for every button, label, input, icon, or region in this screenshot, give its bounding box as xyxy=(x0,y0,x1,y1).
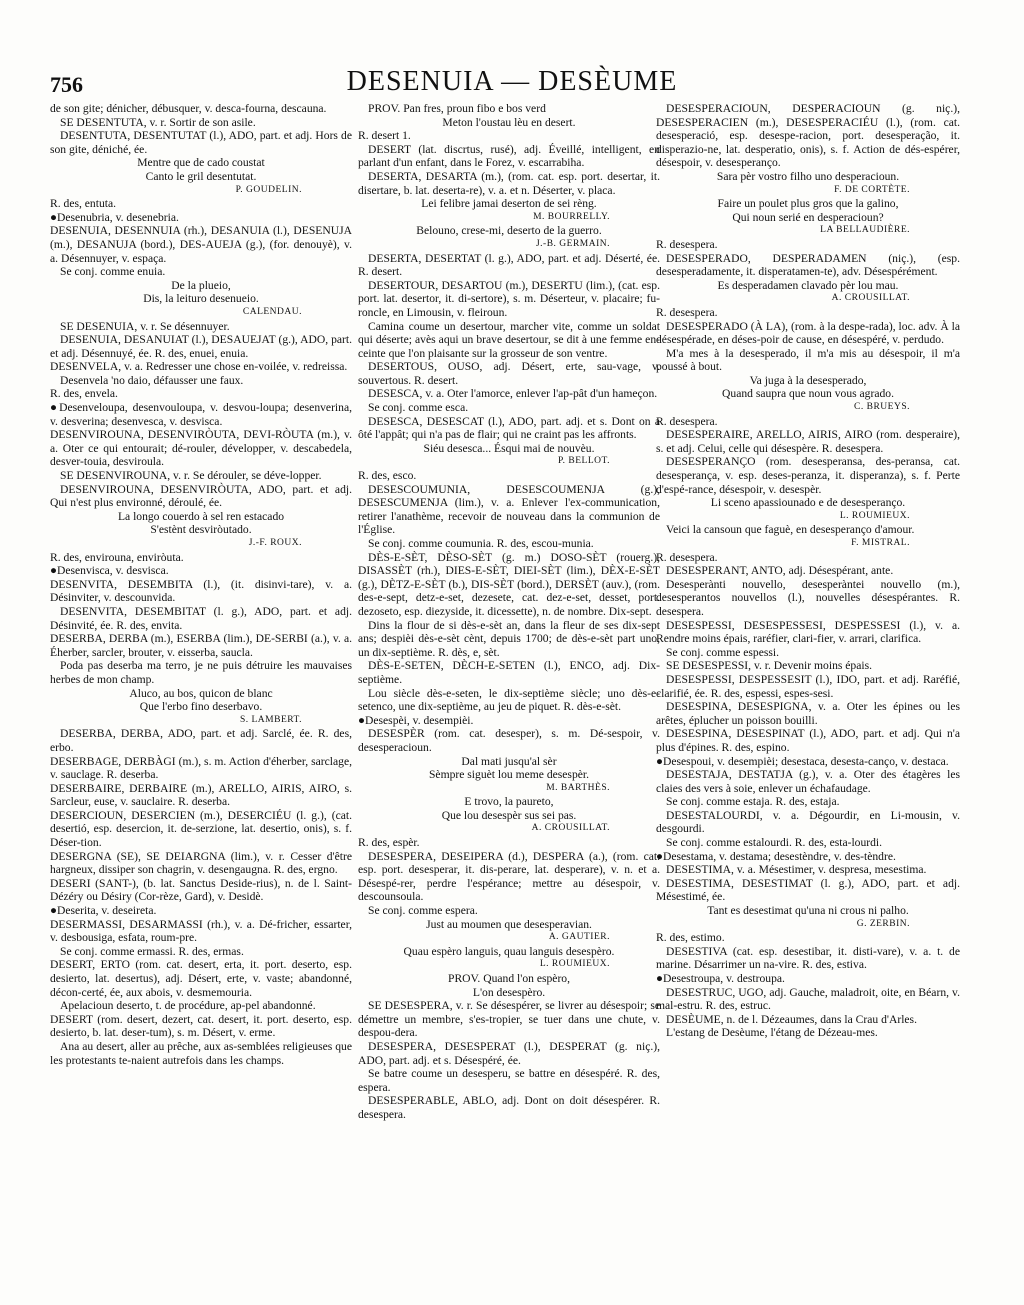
text-line: DESENUIA, DESENNUIA (rh.), DESANUIA (l.), DESENUJA (m.), DESANUJA (bord.), DES-AUEJA (g.), (for. denouyè), v. a. Désennuyer, v. espaça. xyxy=(50,224,352,265)
text-line: Se conj. comme estaja. R. des, estaja. xyxy=(666,795,840,809)
text-line: DESENTUTA, DESENTUTAT (l.), ADO, part. et adj. Hors de son gite, déniché, ée. xyxy=(50,129,352,156)
text-line: Es desperadamen clavado pèr lou mau. xyxy=(717,278,899,292)
text-line: DESESPERACIOUN, DESPERACIOUN (g. niç.), DESESPERACIEN (m.), DESESPERACIÉU (l.), (rom. cat. desesperació, esp. desespe-racion, port. desesperação, it. disperazio-ne, lat. desperatio, onis), s. f. Action de dés-espérer, désespoir, v. desesperanço. xyxy=(656,102,960,170)
text-line: R. desespera. xyxy=(656,414,718,428)
text-line: Apelacioun deserto, t. de procédure, ap-pel abandonné. xyxy=(60,999,316,1013)
text-line: Belouno, crese-mi, deserto de la guerro. xyxy=(416,224,602,238)
text-line: L. ROUMIEUX. xyxy=(839,510,910,521)
text-line: Qui noun serié en desperacioun? xyxy=(732,210,884,224)
text-line: M'a mes à la desesperado, il m'a mis au désespoir, il m'a poussé à bout. xyxy=(656,346,960,374)
text-line: DESERTOUS, OUSO, adj. Désert, erte, sau-vage, v. souvertous. R. desert. xyxy=(358,360,660,387)
text-line: Faire un poulet plus gros que la galino, xyxy=(717,197,899,211)
text-line: DESESPERA, DESESPERAT (l.), DESPERAT (g. niç.), ADO, part. adj. et s. Désespéré, ée. xyxy=(358,1039,660,1067)
text-line: SE DESENVIROUNA, v. r. Se dérouler, se déve-lopper. xyxy=(60,469,322,483)
text-line: Camina coume un desertour, marcher vite, comme un soldat qui déserte; avès aqui un brave desertour, se dit à une femme en-ceinte que l'on plaisante sur la grosseur de son ventre. xyxy=(358,319,660,360)
column-left xyxy=(50,102,352,1067)
text-line: Sèmpre siguèt lou meme desespèr. xyxy=(428,768,590,782)
text-line: De la plueio, xyxy=(171,278,231,292)
text-line: Se conj. comme enuia. xyxy=(60,265,166,279)
text-line: Canto le gril desentutat. xyxy=(145,169,257,183)
running-head: DESENUIA — DESÈUME xyxy=(346,66,678,97)
text-line: ●Desenubria, v. desenebria. xyxy=(50,210,179,224)
text-line: Va juga à la desesperado, xyxy=(749,373,867,387)
text-line: DESERTOUR, DESARTOU (m.), DESERTU (lim.), (cat. esp. port. lat. desertor, it. di-sertore), s. m. Déserteur, v. placaire; fu-roncle, en Limousin, v. fleiroun. xyxy=(358,278,660,319)
text-line: Lou siècle dès-e-seten, le dix-septième siècle; uno dès-e-setenco, une dix-septième, au jeu de piquet. R. dès-e-sèt. xyxy=(358,686,660,714)
text-line: Quau espèro languis, quau languis desespèro. xyxy=(403,944,615,958)
text-line: DESESTIMA, DESESTIMAT (l. g.), ADO, part. et adj. Mésestimé, ée. xyxy=(656,876,960,904)
text-line: Just au moumen que desesperavian. xyxy=(426,917,592,931)
text-line: Se conj. comme espessi. xyxy=(666,645,780,659)
text-line: Se conj. comme coumunia. R. des, escou-munia. xyxy=(368,537,594,550)
text-line: DESESPESSI, DESESPESSESI, DESPESSESI (l.), v. a. Rendre moins épais, raréfier, clari-fier, v. arrari, clarifica. xyxy=(656,618,960,646)
text-line: ●Desespèi, v. desempièi. xyxy=(358,713,474,727)
text-line: DESESTALOURDI, v. a. Dégourdir, en Li-mousin, v. desgourdi. xyxy=(656,808,960,836)
text-line: DESESTIVA (cat. esp. desestibar, it. disti-vare), v. a. t. de marine. Désarrimer un na-vire. R. des, estiva. xyxy=(656,944,960,972)
text-line: Veici la cansoun que faguè, en desesperanço d'amour. xyxy=(666,523,915,537)
text-line: F. DE CORTÈTE. xyxy=(834,184,910,195)
text-line: DESERBA, DERBA (m.), ESERBA (lim.), DE-SERBI (a.), v. a. Éherber, sarcler, brouter, v. eisserba, saucla. xyxy=(50,632,352,659)
text-line: Li sceno apassiounado e de desesperanço. xyxy=(710,496,906,510)
text-line: DESÈUME, n. de l. Dézeaumes, dans la Crau d'Arles. xyxy=(666,1012,917,1026)
text-line: Tant es desestimat qu'una ni crous ni palho. xyxy=(707,904,909,918)
text-line: S. LAMBERT. xyxy=(239,714,302,725)
text-line: A. CROUSILLAT. xyxy=(831,293,910,304)
text-line: DESERTA, DESERTAT (l. g.), ADO, part. et adj. Déserté, ée. R. desert. xyxy=(358,251,660,279)
text-line: DESENVITA, DESEMBITA (l.), (it. disinvi-tare), v. a. Désinviter, v. descounvida. xyxy=(50,577,352,605)
text-line: DESESPINA, DESESPIGNA, v. a. Oter les épines ou les arêtes, éplucher un poisson bouilli. xyxy=(656,700,960,727)
text-line: Se conj. comme ermassi. R. des, ermas. xyxy=(60,944,244,958)
text-line: F. MISTRAL. xyxy=(851,538,910,548)
text-line: DESESPINA, DESESPINAT (l.), ADO, part. et adj. Qui n'a plus d'épines. R. des, espino. xyxy=(656,727,960,754)
text-line: SE DESESPERA, v. r. Se désespérer, se livrer au désespoir; se démettre un membre, s'es-tropier, se tuer dans une chute, v. despou-dera. xyxy=(358,999,660,1040)
text-line: R. desespera. xyxy=(656,237,718,251)
text-line: DESENUIA, DESANUIAT (l.), DESAUEJAT (g.), ADO, part. et adj. Désennuyé, ée. R. des, enuei, enuia. xyxy=(50,333,352,360)
text-line: SE DESESPESSI, v. r. Devenir moins épais. xyxy=(666,659,873,673)
text-line: DESERBAIRE, DERBAIRE (m.), ARELLO, AIRIS, AIRO, s. Sarcleur, euse, v. sauclaire. R. deserba. xyxy=(50,781,352,809)
text-line: DESERBAGE, DERBÀGI (m.), s. m. Action d'éherber, sarclage, v. sauclage. R. deserba. xyxy=(50,754,352,782)
text-line: L'estang de Desèume, l'étang de Dézeau-mes. xyxy=(666,1026,878,1040)
text-line: DESESTRUC, UGO, adj. Gauche, maladroit, oite, en Béarn, v. mal-estru. R. des, estruc. xyxy=(656,985,960,1013)
text-line: L'on desespèro. xyxy=(472,985,546,999)
text-line: P. BELLOT. xyxy=(557,456,610,467)
text-line: Desenvela 'no daio, défausser une faux. xyxy=(60,373,244,387)
text-line: Dins la flour de si dès-e-sèt an, dans la fleur de ses dix-sept ans; despièi dès-e-sèt cènt, depuis 1700; de dès-e-sèt part uno, un dix-septième. R. dès, e, sèt. xyxy=(358,618,660,659)
text-line: DESERGNA (SE), SE DEIARGNA (lim.), v. r. Cesser d'être hargneux, dissiper son chagrin, v. desengaugna. R. des, ergno. xyxy=(50,849,352,877)
text-line: DESESPESSI, DESPESSESIT (l.), IDO, part. et adj. Raréfié, clarifié, ée. R. des, espessi, espes-sesi. xyxy=(656,672,960,700)
text-line: Mentre que de cado coustat xyxy=(137,156,265,170)
text-line: M. BARTHÈS. xyxy=(546,782,610,793)
text-line: Se conj. comme espera. xyxy=(368,904,478,918)
text-line: DESESPERABLE, ABLO, adj. Dont on doit désespérer. R. desespera. xyxy=(358,1094,660,1121)
text-line: SE DESENTUTA, v. r. Sortir de son asile. xyxy=(60,115,256,129)
page-number: 756 xyxy=(50,72,83,97)
text-line: Meton l'oustau lèu en desert. xyxy=(442,115,576,129)
text-line: ●Desenveloupa, desenvouloupa, v. desvou-loupa; desenverina, v. desverina; desenvesca, v. desvisca. xyxy=(50,401,352,428)
text-line: DÈS-E-SÈT, DÈSO-SÈT (g. m.) DOSO-SÈT (rouerg.), DISASSÈT (rh.), DIES-E-SÈT, DIEI-SÈT (lim.), DÈX-E-SÈT (g.), DÈTZ-E-SÈT (b.), DIS-SÈT (bord.), DERSÈT (auv.), (rom. des-e-sept, detz-e-set, dezesete, cat. dez-e-set, desset, port. dezoseto, esp. diezyside, it. dicessette), n. de nombre. Dix-sept. xyxy=(358,550,660,618)
text-line: DESESPERANÇO (rom. desesperansa, des-peransa, cat. desesperança, v. esp. deses-peranza, it. disperanza), s. f. Perte d'espé-rance, désespoir, v. desespèr. xyxy=(656,455,960,496)
text-line: DESERCIOUN, DESERCIEN (m.), DESERCIÉU (l. g.), (cat. desertió, esp. desercion, it. de-serzione, lat. desertio, onis), s. f. Déser-tion. xyxy=(50,808,352,850)
text-line: PROV. Quand l'on espèro, xyxy=(448,972,570,985)
text-line: P. GOUDELIN. xyxy=(235,184,302,195)
text-line: DESERI (SANT-), (b. lat. Sanctus Deside-rius), n. de l. Saint-Dézéry ou Désiry (Cor-rèze, Gard), v. Desidè. xyxy=(50,876,352,904)
text-line: DESESPÈR (rom. cat. desesper), s. m. Dé-sespoir, v. desesperacioun. xyxy=(358,727,660,754)
text-line: J.-F. ROUX. xyxy=(248,538,302,548)
text-line: R. des, esco. xyxy=(358,469,417,483)
text-line: DESESCA, DESESCAT (l.), ADO, part. adj. et s. Dont on a ôté l'appât; qui n'a pas de flair; qui ne craint pas les affronts. xyxy=(358,414,660,442)
text-line: Lei felibre jamai deserton de sei rèng. xyxy=(421,197,597,211)
text-line: Desesperànti nouvello, desesperàntei nouvello (m.), desesperantos nouvellos (l.), nouvelles désespérantes. R. desespera. xyxy=(656,577,960,618)
text-line: La longo couerdo à sel ren estacado xyxy=(117,509,285,523)
text-line: ●Desenvisca, v. desvisca. xyxy=(50,564,169,578)
text-line: DESENVIROUNA, DESENVIRÒUTA, DEVI-RÒUTA (m.), v. a. Oter ce qui entourait; dé-rouler, développer, v. descabedela, desver-touia, desviroula. xyxy=(50,428,352,469)
text-line: R. desespera. xyxy=(656,550,718,564)
text-line: Se conj. comme esca. xyxy=(368,401,469,415)
text-line: Que l'erbo fino deserbavo. xyxy=(139,700,263,714)
text-line: DESENVITA, DESEMBITAT (l. g.), ADO, part. et adj. Désinvité, ée. R. des, envita. xyxy=(50,604,352,632)
text-line: ●Deserita, v. deseireta. xyxy=(50,904,157,918)
text-line: R. des, estimo. xyxy=(656,931,725,945)
text-line: de son gite; dénicher, débusquer, v. desca-fourna, descauna. xyxy=(50,102,327,115)
text-line: DESERT (lat. discrtus, rusé), adj. Éveillé, intelligent, en parlant d'un enfant, dans le Forez, v. escarrabiha. xyxy=(358,142,660,170)
text-line: DESESPERADO (À LA), (rom. à la despe-rada), loc. adv. À la désespérade, en déses-poir de cause, en désespéré, v. perdudo. xyxy=(656,319,960,347)
text-line: Siéu desesca... Ésqui mai de nouvèu. xyxy=(423,441,595,455)
text-line: PROV. Pan fres, proun fibo e bos verd xyxy=(368,102,546,115)
text-line: S'estènt desviròutado. xyxy=(150,523,252,537)
text-line: L. ROUMIEUX. xyxy=(539,959,610,970)
text-line: C. BRUEYS. xyxy=(854,402,910,413)
text-line: R. desespera. xyxy=(656,305,718,319)
text-line: DESENVIROUNA, DESENVIRÒUTA, ADO, part. et adj. Qui n'est plus environné, déroulé, ée. xyxy=(50,482,352,510)
text-line: DESERBA, DERBA, ADO, part. et adj. Sarclé, ée. R. des, erbo. xyxy=(50,727,352,754)
text-line: A. GAUTIER. xyxy=(548,932,610,943)
text-line: ●Desestama, v. destama; desestèndre, v. des-tèndre. xyxy=(656,849,896,863)
text-line: DESESPERANT, ANTO, adj. Désespérant, ante. xyxy=(666,564,894,578)
text-line: ●Desespoui, v. desempièi; desestaca, desesta-canço, v. destaca. xyxy=(656,754,949,768)
text-line: DESESTAJA, DESTATJA (g.), v. a. Oter des étagères les claies des vers à soie, enlever un échafaudage. xyxy=(656,768,960,795)
text-line: DESESCA, v. a. Oter l'amorce, enlever l'ap-pât d'un hameçon. xyxy=(368,387,658,401)
text-line: DESESPERA, DESEIPERA (d.), DESPERA (a.), (rom. cat. esp. port. desesperar, it. dis-perare, lat. desperare), v. n. et a. Désespé-rer, perdre l'espérance; mettre au désespoir, v. descounsoula. xyxy=(358,849,660,904)
text-line: Dal mati jusqu'al sèr xyxy=(461,754,557,768)
text-line: E trovo, la paureto, xyxy=(464,795,554,809)
text-line: R. des, entuta. xyxy=(50,197,117,211)
text-line: DESESPERAIRE, ARELLO, AIRIS, AIRO (rom. desperaire), s. et adj. Celui, celle qui désespère. R. desespera. xyxy=(656,428,960,455)
text-line: DESENVELA, v. a. Redresser une chose en-voilée, v. redreissa. xyxy=(50,360,348,374)
text-line: A. CROUSILLAT. xyxy=(531,823,610,834)
text-line: SE DESENUIA, v. r. Se désennuyer. xyxy=(60,319,230,333)
column-middle xyxy=(358,102,660,1122)
text-line: G. ZERBIN. xyxy=(856,918,910,929)
text-line: Se batre coume un desesperu, se battre en désespéré. R. des, espera. xyxy=(358,1067,660,1094)
text-line: DESERT, ERTO (rom. cat. desert, erta, it. port. deserto, esp. desierto, lat. desertus), adj. Désert, erte, v. vaste; abandonné, décon-certé, ée, aux abois, v. desmemouria. xyxy=(50,958,352,999)
text-line: Quand saupra que noun vous agrado. xyxy=(722,387,894,401)
text-line: DESERT (rom. desert, dezert, cat. desert, it. port. deserto, esp. desierto, b. lat. deser-tum), s. m. Désert, v. erme. xyxy=(50,1012,352,1040)
text-line: LA BELLAUDIÈRE. xyxy=(820,225,910,236)
text-line: R. des, envirouna, enviròuta. xyxy=(50,550,184,564)
text-line: J.-B. GERMAIN. xyxy=(535,238,610,249)
text-line: Dis, la leituro desenueio. xyxy=(143,292,259,306)
text-line: R. des, envela. xyxy=(50,387,118,401)
text-line: DESERTA, DESARTA (m.), (rom. cat. esp. port. desertar, it. disertare, b. lat. deserta-re), v. a. et n. Déserter, v. placa. xyxy=(358,169,660,197)
text-line: DESESTIMA, v. a. Mésestimer, v. despresa, mesestima. xyxy=(666,863,927,877)
text-line: M. BOURRELLY. xyxy=(533,211,610,222)
text-line: DESESCOUMUNIA, DESESCOUMENJA (g.), DESESCUMENJA (lim.), v. a. Enlever l'ex-communication, retirer l'anathème, recevoir de nouveau dans la communion de l'Église. xyxy=(358,482,660,537)
text-line: DESESPERADO, DESPERADAMEN (niç.), (esp. desesperadamente, it. disperatamen-te), adv. Désespérément. xyxy=(656,251,960,279)
text-line: Sara pèr vostro filho uno desperacioun. xyxy=(716,169,900,183)
text-line: Que lou desespèr sus sei pas. xyxy=(441,808,577,822)
text-line: ●Desestroupa, v. destroupa. xyxy=(656,972,785,985)
text-line: Aluco, au bos, quicon de blanc xyxy=(129,686,273,700)
text-line: R. des, espèr. xyxy=(358,836,420,850)
text-line: R. desert 1. xyxy=(358,129,411,143)
text-line: DESERMASSI, DESARMASSI (rh.), v. a. Dé-fricher, essarter, v. desbousiga, esfata, roum-pre. xyxy=(50,917,352,945)
text-line: DÈS-E-SETEN, DÈCH-E-SETEN (l.), ENCO, adj. Dix-septième. xyxy=(358,659,660,686)
text-line: CALENDAU. xyxy=(242,306,302,317)
text-line: Se conj. comme estalourdi. R. des, esta-lourdi. xyxy=(666,836,883,850)
text-line: Ana au desert, aller au prêche, aux as-semblées religieuses que les protestants te-naient autrefois dans les champs. xyxy=(50,1039,352,1067)
text-line: Poda pas deserba ma terro, je ne puis détruire les mauvaises herbes de mon champ. xyxy=(50,659,352,686)
column-right xyxy=(656,102,960,1040)
